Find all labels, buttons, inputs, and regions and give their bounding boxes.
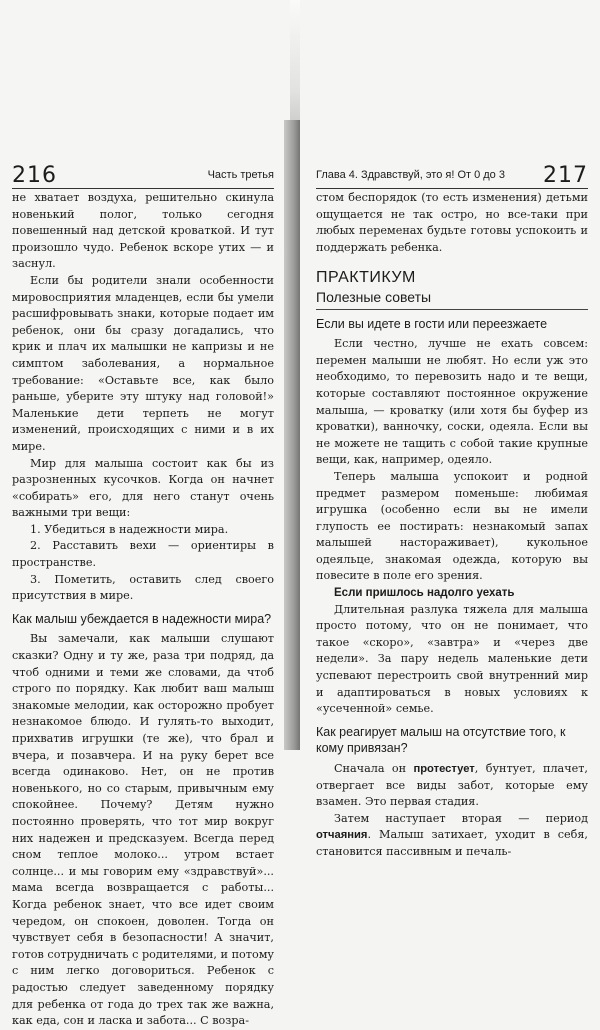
paragraph: Вы замечали, как малыши слушают сказки? Одну и ту же, раза три подряд, да чтоб одними и теми же словами, да чтоб строго по порядку. Как любит ваш малыш знакомые мелодии, как осторожно пробует незнакомое блюдо. И гулять-то выходит, прихватив игрушки (те же), что брал и вчера, и позавчера. И на руку берет все всегда одинаково. Нет, он не против новенького, но со старым, привычным ему спокойнее. Почему? Детям нужно постоянно проверять, что тот мир вокруг них надежен и предсказуем. Всегда перед сном теплое молоко... утром встает солнце... и мы говорим ему «здравствуй»... мама всегда возвращается с работы... Когда ребенок знает, что все идет своим чередом, он спокоен, доволен. Тогда он чувствует себя в безопасности! А значит, готов сотрудничать с родителями, и потому с ним легко договориться. Ребенок с радостью следует заведенному порядку для ребенка от года до трех так же важна, как еда, сон и ласка и забота... С возра- (12, 632, 274, 1028)
subheading: Как реагирует малыш на отсутствие того, к кому привязан? (316, 724, 566, 756)
left-header-rule (12, 188, 274, 189)
right-body (316, 190, 588, 861)
left-body (12, 190, 274, 1030)
left-page (0, 0, 290, 1028)
paragraph: Теперь малыша успокоит и родной предмет размером поменьше: любимая игрушка (особенно если вы не имели глупость ее постирать: незнакомый запах малышей настораживает), кукольное одеяльце, знакомая одежда, которую вы повесите в поле его зрения. (316, 469, 588, 583)
text-run: . Малыш затихает, уходит в себя, становится пассивным и печаль- (316, 828, 588, 858)
paragraph: стом беспорядок (то есть изменения) детьми ощущается не так остро, но все-таки при любых переменах будьте готовы успокоить и поддержать ребенка. (316, 191, 588, 254)
paragraph: Если честно, лучше не ехать совсем: перемен малыши не любят. Но если уж это необходимо, то перевозить надо и те вещи, которые составляют постоянное окружение малыша, — кроватку (или хотя бы буфер из кроватки), ванночку, соски, одеяла. Если вы не можете не тащить с собой такие крупные вещи, как, например, одеяло. (316, 337, 588, 467)
text-run: Сначала он (334, 762, 414, 775)
paragraph: Длительная разлука тяжела для малыша просто потому, что он не понимает, что такое «скоро», «завтра» и «через две недели». За пару недель маленькие дети успевают перестроить свой внутренний мир и адаптироваться в новых условиях к «усеченной» семье. (316, 602, 588, 716)
subheading: Если вы идете в гости или переезжаете (316, 316, 548, 331)
paragraph (316, 761, 588, 811)
text-run: , бунтует, плачет, отвергает все виды забот, которые ему взамен. Это первая стадия. (316, 762, 588, 809)
list-item: 2. Расставить вехи — ориентиры в пространстве. (12, 539, 274, 570)
section-subtitle: Полезные советы (316, 289, 588, 310)
paragraph (316, 811, 588, 861)
list-item: 1. Убедиться в надежности мира. (30, 522, 229, 536)
text-run: Затем наступает вторая — период (334, 811, 588, 825)
right-running-head: Глава 4. Здравствуй, это я! От 0 до 3 (316, 169, 505, 181)
right-page (300, 0, 600, 858)
left-running-head: Часть третья (207, 169, 274, 181)
left-page-number: 216 (12, 162, 57, 188)
section-title: ПРАКТИКУМ (316, 269, 416, 287)
right-page-number: 217 (543, 162, 588, 188)
paragraph: Мир для малыша состоит как бы из разрозненных кусочков. Когда он начнет «собирать» его, для него станут очень важными три вещи: (12, 456, 274, 520)
left-header (12, 162, 274, 188)
emphasis: протестует (413, 763, 475, 775)
right-header-rule (316, 188, 588, 189)
emphasis: отчаяния (316, 829, 368, 842)
list-item: 3. Пометить, оставить след своего присутствия в мире. (12, 572, 274, 603)
paragraph: Если бы родители знали особенности мировосприятия младенцев, если бы умели расшифровывать знаки, которые подает им ребенок, они бы сразу догадались, что крик и плач их малышки не капризы и не симптом заболевания, а нормальное требование: «Оставьте все, как было раньше, уберите эту штуку над головой!» Маленькие дети терпеть не могут изменений, происходящих с ними и в их мире. (12, 273, 274, 453)
subheading: Как малыш убеждается в надежности мира? (12, 611, 272, 626)
bold-heading: Если пришлось надолго уехать (334, 587, 515, 600)
paragraph: не хватает воздуха, решительно скинула новенький полог, только сегодня повешенный над детской кроваткой. И тут произошло чудо. Ребенок вскоре утих — и заснул. (12, 191, 274, 271)
right-header (316, 162, 588, 188)
